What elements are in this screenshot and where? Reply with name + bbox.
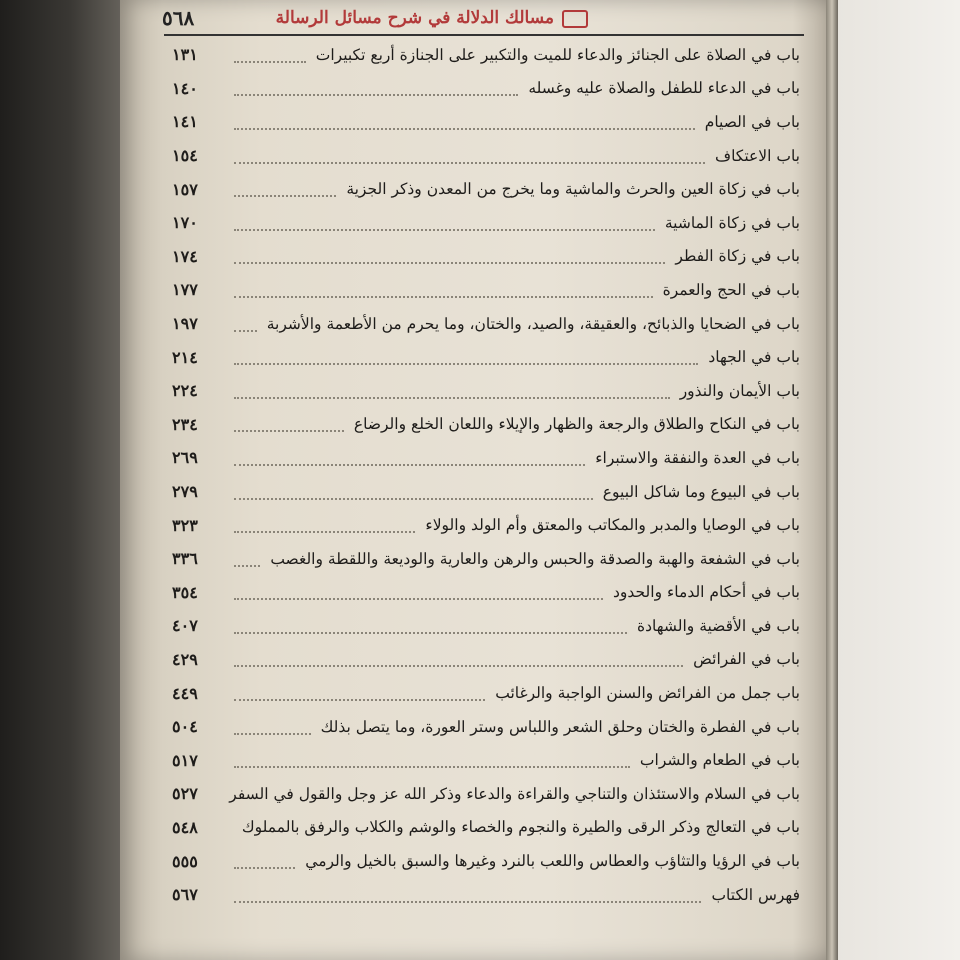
toc-entry-page: ٢٧٩	[172, 482, 198, 502]
leader-dots	[234, 395, 670, 399]
leader-dots	[234, 731, 311, 735]
toc-entry-page: ٥٤٨	[172, 817, 198, 837]
leader-dots	[234, 764, 630, 768]
toc-entry-title: باب في زكاة الماشية	[664, 213, 800, 232]
toc-entry-title: باب في أحكام الدماء والحدود	[613, 583, 800, 602]
leader-dots	[234, 462, 585, 466]
toc-entry-page: ٤٠٧	[172, 616, 198, 636]
toc-entry-title: باب في العدة والنفقة والاستبراء	[595, 448, 800, 467]
page-header	[162, 4, 802, 34]
book-page	[120, 0, 828, 960]
toc-entry	[172, 340, 800, 374]
toc-entry-page: ٢٣٤	[172, 414, 198, 434]
toc-entry-title: باب في الجهاد	[708, 348, 800, 367]
toc-entry-page: ٤٤٩	[172, 683, 198, 703]
toc-entry-title: باب في الوصايا والمدبر والمكاتب والمعتق وأم الولد والولاء	[425, 516, 800, 535]
toc-entry-page: ٥٥٥	[172, 851, 198, 871]
toc-entry-title: باب في الصيام	[704, 112, 800, 131]
toc-entry-title: باب الأيمان والنذور	[679, 381, 800, 400]
toc-entry-title: باب في الدعاء للطفل والصلاة عليه وغسله	[528, 79, 800, 98]
toc-entry	[172, 643, 800, 677]
toc-entry	[172, 441, 800, 475]
toc-entry-page: ١٤١	[172, 112, 198, 132]
toc-entry-page: ١٧٠	[172, 213, 198, 233]
toc-entry	[172, 374, 800, 408]
toc-entry	[172, 676, 800, 710]
toc-entry	[172, 475, 800, 509]
toc-entry-title: باب جمل من الفرائض والسنن الواجبة والرغائب	[495, 684, 800, 703]
toc-entry-page: ٥١٧	[172, 750, 198, 770]
toc-entry-title: باب في الفطرة والختان وحلق الشعر واللباس وستر العورة، وما يتصل بذلك	[320, 717, 800, 736]
toc-entry	[172, 307, 800, 341]
toc-entry	[172, 408, 800, 442]
page-edge	[826, 0, 838, 960]
toc-entry-page: ١٧٤	[172, 246, 198, 266]
leader-dots	[234, 630, 627, 634]
toc-entry-page: ١٥٧	[172, 179, 198, 199]
toc-entry-title: باب في الحج والعمرة	[662, 280, 800, 299]
toc-entry-title: باب في الأقضية والشهادة	[637, 616, 800, 635]
leader-dots	[234, 294, 653, 298]
toc-entry-title: باب في الطعام والشراب	[639, 751, 800, 770]
toc-entry-title: فهرس الكتاب	[711, 885, 800, 904]
leader-dots	[234, 663, 683, 667]
header-ornament-icon	[562, 10, 588, 28]
table-of-contents	[172, 38, 800, 911]
toc-entry	[172, 743, 800, 777]
toc-entry	[172, 609, 800, 643]
page-number: ٥٦٨	[162, 6, 195, 30]
toc-entry	[172, 72, 800, 106]
toc-entry-title: باب في زكاة الفطر	[675, 247, 800, 266]
toc-entry-page: ٥٦٧	[172, 885, 198, 905]
toc-entry	[172, 172, 800, 206]
toc-entry	[172, 508, 800, 542]
toc-entry-page: ٣٣٦	[172, 549, 198, 569]
leader-dots	[234, 227, 655, 231]
toc-entry-page: ٢٢٤	[172, 381, 198, 401]
toc-entry	[172, 878, 800, 912]
leader-dots	[234, 496, 593, 500]
toc-entry	[172, 811, 800, 845]
toc-entry	[172, 777, 800, 811]
toc-entry	[172, 710, 800, 744]
toc-entry-title: باب في البيوع وما شاكل البيوع	[602, 482, 800, 501]
toc-entry-page: ١٤٠	[172, 78, 198, 98]
toc-entry-title: باب في الفرائض	[693, 650, 800, 669]
toc-entry	[172, 105, 800, 139]
toc-entry-title: باب في الشفعة والهبة والصدقة والحبس والرهن والعارية والوديعة واللقطة والغصب	[270, 549, 800, 568]
running-title: مسالك الدلالة في شرح مسائل الرسالة	[275, 8, 554, 28]
toc-entry	[172, 38, 800, 72]
toc-entry-title: باب الاعتكاف	[715, 146, 800, 165]
toc-entry	[172, 206, 800, 240]
toc-entry	[172, 576, 800, 610]
leader-dots	[234, 260, 665, 264]
toc-entry-page: ٣٢٣	[172, 515, 198, 535]
toc-entry-page: ١٧٧	[172, 280, 198, 300]
toc-entry-title: باب في زكاة العين والحرث والماشية وما يخرج من المعدن وذكر الجزية	[346, 180, 800, 199]
leader-dots	[234, 529, 415, 533]
toc-entry-title: باب في الصلاة على الجنائز والدعاء للميت والتكبير على الجنازة أربع تكبيرات	[315, 45, 800, 64]
toc-entry-title: باب في الرؤيا والتثاؤب والعطاس واللعب بالنرد وغيرها والسبق بالخيل والرمي	[305, 852, 800, 871]
toc-entry-page: ١٥٤	[172, 146, 198, 166]
toc-entry-page: ٢٦٩	[172, 448, 198, 468]
leader-dots	[234, 59, 306, 63]
toc-entry-page: ٣٥٤	[172, 582, 198, 602]
toc-entry-page: ٤٢٩	[172, 649, 198, 669]
leader-dots	[234, 563, 260, 567]
toc-entry-title: باب في السلام والاستئذان والتناجي والقراءة والدعاء وذكر الله عز وجل والقول في السفر	[229, 784, 800, 803]
leader-dots	[234, 899, 701, 903]
background-left	[0, 0, 128, 960]
leader-dots	[234, 361, 698, 365]
header-rule	[164, 34, 804, 36]
leader-dots	[234, 160, 705, 164]
toc-entry-page: ٥٢٧	[172, 784, 198, 804]
leader-dots	[234, 697, 485, 701]
leader-dots	[234, 428, 344, 432]
toc-entry-page: ٢١٤	[172, 347, 198, 367]
toc-entry	[172, 844, 800, 878]
toc-entry	[172, 542, 800, 576]
toc-entry-page: ٥٠٤	[172, 717, 198, 737]
leader-dots	[234, 193, 336, 197]
leader-dots	[234, 126, 695, 130]
toc-entry	[172, 240, 800, 274]
toc-entry	[172, 273, 800, 307]
toc-entry-title: باب في النكاح والطلاق والرجعة والظهار والإيلاء واللعان الخلع والرضاع	[353, 415, 800, 434]
toc-entry-page: ١٣١	[172, 45, 198, 65]
toc-entry-title: باب في الضحايا والذبائح، والعقيقة، والصيد، والختان، وما يحرم من الأطعمة والأشربة	[266, 314, 800, 333]
leader-dots	[234, 596, 603, 600]
toc-entry-page: ١٩٧	[172, 314, 198, 334]
leader-dots	[234, 328, 257, 332]
leader-dots	[234, 92, 518, 96]
toc-entry	[172, 139, 800, 173]
toc-entry-title: باب في التعالج وذكر الرقى والطيرة والنجوم والخصاء والوشم والكلاب والرفق بالمملوك	[241, 818, 800, 837]
leader-dots	[234, 865, 295, 869]
background-right	[820, 0, 960, 960]
